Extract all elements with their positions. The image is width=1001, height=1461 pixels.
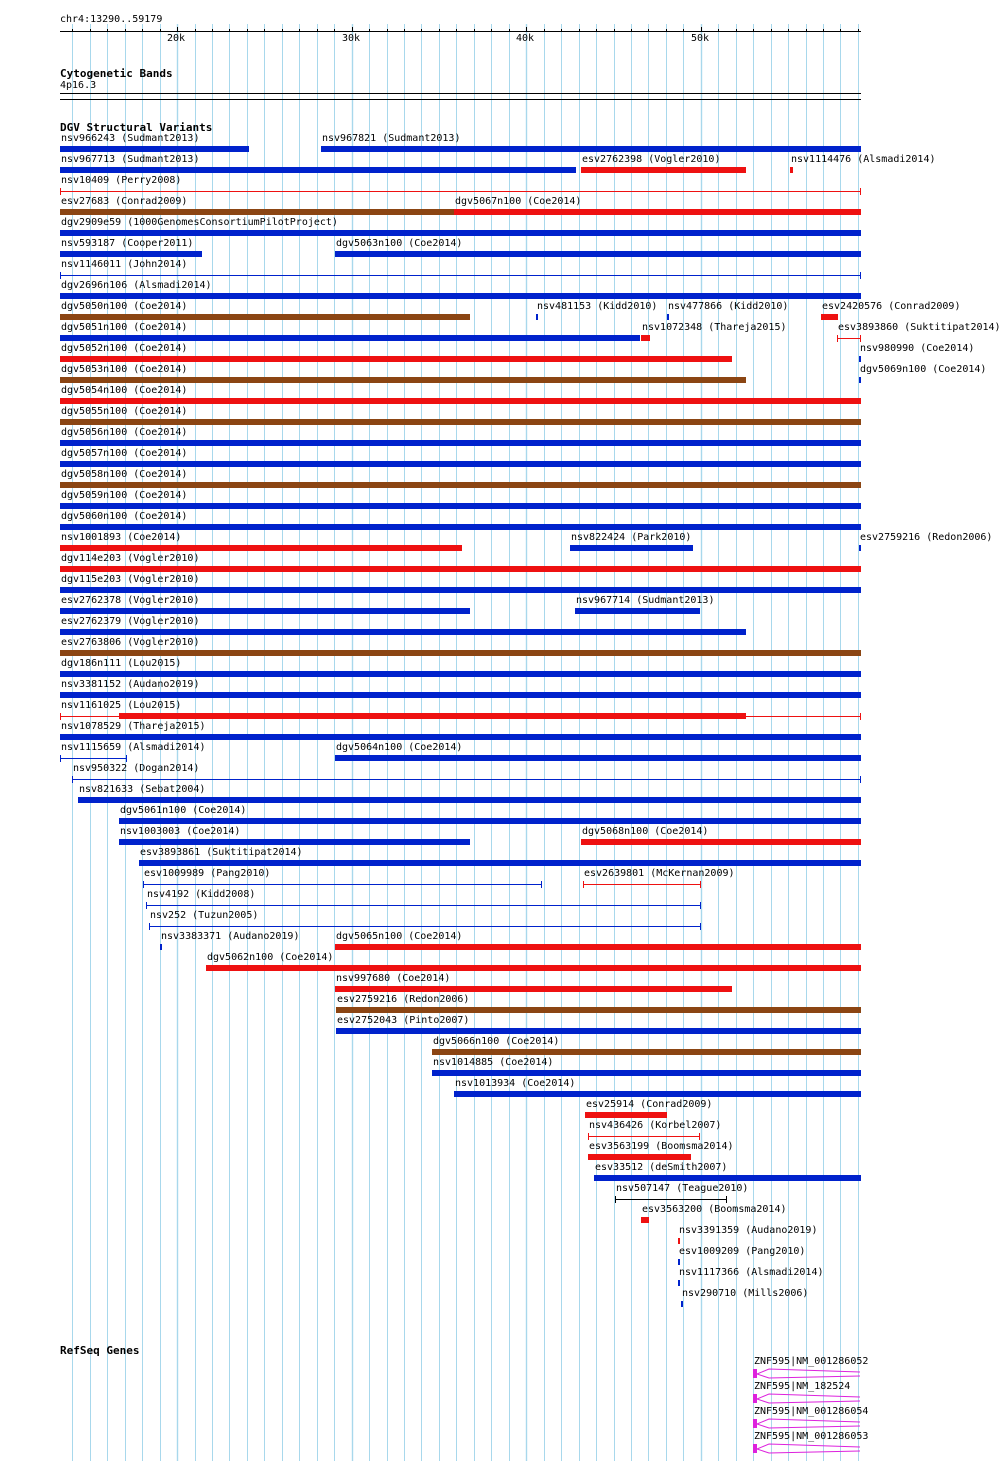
variant-label[interactable]: dgv5050n100 (Coe2014): [61, 301, 188, 312]
ruler-tick-mark: [142, 29, 143, 32]
variant-bar[interactable]: [60, 545, 462, 551]
variant-bar[interactable]: [60, 146, 249, 152]
variant-label[interactable]: dgv5065n100 (Coe2014): [336, 931, 463, 942]
variant-label[interactable]: dgv115e203 (Vogler2010): [61, 574, 200, 585]
variant-label[interactable]: nsv1161025 (Lou2015): [61, 700, 182, 711]
variant-label[interactable]: nsv3381152 (Audano2019): [61, 679, 200, 690]
ruler-tick-mark: [334, 29, 335, 32]
ruler-tick-mark: [648, 29, 649, 32]
variant-bar[interactable]: [667, 314, 669, 320]
ruler-tick-mark: [701, 27, 702, 32]
variant-label[interactable]: dgv5059n100 (Coe2014): [61, 490, 188, 501]
variant-endcap: [700, 923, 701, 930]
variant-label[interactable]: esv2759216 (Redon2006): [860, 532, 993, 543]
ruler-tick-mark: [72, 29, 73, 32]
variant-label[interactable]: esv2752043 (Pinto2007): [337, 1015, 470, 1026]
variant-bar[interactable]: [432, 1049, 861, 1055]
variant-bar[interactable]: [119, 818, 861, 824]
ruler-tick-label: 20k: [167, 33, 186, 44]
variant-line[interactable]: [143, 884, 542, 885]
variant-line[interactable]: [588, 1136, 700, 1137]
variant-endcap: [615, 1196, 616, 1203]
variant-label[interactable]: nsv822424 (Park2010): [571, 532, 692, 543]
variant-endcap: [860, 776, 861, 783]
variant-endcap: [72, 776, 73, 783]
variant-bar[interactable]: [60, 209, 454, 215]
cyto-band-label: 4p16.3: [60, 80, 97, 91]
ruler-tick-mark: [753, 29, 754, 32]
variant-bar[interactable]: [575, 608, 700, 614]
gene-intron-line: [757, 1444, 860, 1449]
ruler-location: chr4:13290..59179: [60, 14, 163, 25]
variant-bar[interactable]: [821, 314, 838, 320]
ruler-tick-label: 30k: [342, 33, 361, 44]
ruler-tick-mark: [614, 29, 615, 32]
variant-endcap: [583, 881, 584, 888]
ruler-tick-mark: [718, 29, 719, 32]
ruler-tick-mark: [212, 29, 213, 32]
variant-endcap: [588, 1133, 589, 1140]
variant-bar[interactable]: [60, 608, 470, 614]
ruler-tick-label: 40k: [516, 33, 535, 44]
variant-endcap: [837, 335, 838, 342]
variant-endcap: [60, 272, 61, 279]
variant-label[interactable]: esv2759216 (Redon2006): [337, 994, 470, 1005]
variant-line[interactable]: [149, 926, 701, 927]
variant-label[interactable]: nsv1013934 (Coe2014): [455, 1078, 576, 1089]
variant-bar[interactable]: [336, 1007, 861, 1013]
cyto-track-title[interactable]: Cytogenetic Bands: [60, 67, 173, 80]
ruler-tick-mark: [561, 29, 562, 32]
gene-label[interactable]: ZNF595|NM_182524: [754, 1381, 851, 1392]
variant-bar[interactable]: [60, 587, 861, 593]
variant-bar[interactable]: [139, 860, 861, 866]
variant-label[interactable]: esv2420576 (Conrad2009): [822, 301, 961, 312]
variant-label[interactable]: dgv2909e59 (1000GenomesConsortiumPilotProject): [61, 217, 338, 228]
variant-bar[interactable]: [60, 734, 861, 740]
variant-bar[interactable]: [336, 1028, 861, 1034]
variant-bar[interactable]: [585, 1112, 667, 1118]
variant-bar[interactable]: [60, 692, 861, 698]
gene-intron[interactable]: [757, 1441, 861, 1455]
variant-bar[interactable]: [454, 209, 861, 215]
variant-endcap: [149, 923, 150, 930]
variant-endcap: [700, 902, 701, 909]
ruler-tick-mark: [788, 29, 789, 32]
ruler-tick-mark: [771, 29, 772, 32]
variant-label[interactable]: dgv5060n100 (Coe2014): [61, 511, 188, 522]
variant-line[interactable]: [72, 779, 861, 780]
variant-endcap: [860, 713, 861, 720]
variant-endcap: [60, 713, 61, 720]
variant-endcap: [60, 755, 61, 762]
variant-line[interactable]: [146, 905, 701, 906]
gene-label[interactable]: ZNF595|NM_001286052: [754, 1356, 869, 1367]
ruler-tick-mark: [631, 29, 632, 32]
variant-bar[interactable]: [588, 1154, 691, 1160]
variant-bar[interactable]: [859, 545, 861, 551]
ruler-tick-mark: [299, 29, 300, 32]
variant-label[interactable]: esv27683 (Conrad2009): [61, 196, 188, 207]
variant-line[interactable]: [60, 191, 861, 192]
ruler-tick-mark: [90, 29, 91, 32]
variant-bar[interactable]: [335, 251, 861, 257]
variant-bar[interactable]: [641, 1217, 649, 1223]
variant-label[interactable]: nsv477866 (Kidd2010): [668, 301, 789, 312]
variant-label[interactable]: nsv997680 (Coe2014): [336, 973, 451, 984]
variant-label[interactable]: nsv950322 (Dogan2014): [73, 763, 200, 774]
ruler-tick-mark: [823, 29, 824, 32]
variant-bar[interactable]: [60, 251, 202, 257]
variant-label[interactable]: dgv5055n100 (Coe2014): [61, 406, 188, 417]
variant-label[interactable]: nsv1072348 (Thareja2015): [642, 322, 787, 333]
variant-bar[interactable]: [60, 650, 861, 656]
gene-intron[interactable]: [757, 1391, 861, 1405]
ruler-tick-label: 50k: [691, 33, 710, 44]
ruler-tick-mark: [177, 27, 178, 32]
variant-label[interactable]: esv3563199 (Boomsma2014): [589, 1141, 734, 1152]
variant-bar[interactable]: [119, 839, 470, 845]
variant-label[interactable]: esv2639801 (McKernan2009): [584, 868, 735, 879]
variant-label[interactable]: esv1009209 (Pang2010): [679, 1246, 806, 1257]
variant-label[interactable]: nsv436426 (Korbel2007): [589, 1120, 722, 1131]
cyto-band-top: [60, 93, 861, 94]
variant-bar[interactable]: [454, 1091, 861, 1097]
ruler-tick-mark: [491, 29, 492, 32]
variant-bar[interactable]: [60, 230, 861, 236]
variant-label[interactable]: nsv1078529 (Thareja2015): [61, 721, 206, 732]
variant-bar[interactable]: [681, 1301, 683, 1307]
variant-label[interactable]: dgv5058n100 (Coe2014): [61, 469, 188, 480]
variant-label[interactable]: nsv481153 (Kidd2010): [537, 301, 658, 312]
ruler-tick-mark: [387, 29, 388, 32]
ruler-tick-mark: [509, 29, 510, 32]
variant-label[interactable]: nsv967714 (Sudmant2013): [576, 595, 715, 606]
variant-bar[interactable]: [678, 1238, 680, 1244]
variant-bar[interactable]: [60, 671, 861, 677]
ruler-tick-mark: [474, 29, 475, 32]
ruler-tick-mark: [352, 27, 353, 32]
variant-endcap: [60, 188, 61, 195]
variant-endcap: [726, 1196, 727, 1203]
variant-label[interactable]: esv2762379 (Vogler2010): [61, 616, 200, 627]
variant-label[interactable]: nsv1114476 (Alsmadi2014): [791, 154, 936, 165]
variant-line[interactable]: [837, 338, 861, 339]
variant-bar[interactable]: [594, 1175, 861, 1181]
variant-label[interactable]: nsv1003003 (Coe2014): [120, 826, 241, 837]
gene-intron-line: [757, 1424, 860, 1428]
variant-label[interactable]: nsv1115659 (Alsmadi2014): [61, 742, 206, 753]
variant-label[interactable]: nsv967713 (Sudmant2013): [61, 154, 200, 165]
variant-label[interactable]: nsv966243 (Sudmant2013): [61, 133, 200, 144]
ruler-tick-mark: [125, 29, 126, 32]
variant-bar[interactable]: [60, 398, 861, 404]
ruler-tick-mark: [579, 29, 580, 32]
variant-label[interactable]: dgv5066n100 (Coe2014): [433, 1036, 560, 1047]
variant-bar[interactable]: [859, 356, 861, 362]
variant-label[interactable]: esv33512 (deSmith2007): [595, 1162, 728, 1173]
variant-label[interactable]: nsv967821 (Sudmant2013): [322, 133, 461, 144]
variant-label[interactable]: dgv5061n100 (Coe2014): [120, 805, 247, 816]
ruler-tick-mark: [317, 29, 318, 32]
ruler-tick-mark: [544, 29, 545, 32]
variant-label[interactable]: dgv5067n100 (Coe2014): [455, 196, 582, 207]
variant-label[interactable]: nsv3383371 (Audano2019): [161, 931, 300, 942]
variant-endcap: [860, 335, 861, 342]
ruler-tick-mark: [683, 29, 684, 32]
variant-label[interactable]: dgv5069n100 (Coe2014): [860, 364, 987, 375]
ruler-tick-mark: [264, 29, 265, 32]
gene-intron[interactable]: [757, 1416, 861, 1430]
variant-label[interactable]: dgv5051n100 (Coe2014): [61, 322, 188, 333]
ruler-tick-mark: [282, 29, 283, 32]
gene-intron-line: [757, 1399, 860, 1403]
variant-endcap: [700, 881, 701, 888]
gene-label[interactable]: ZNF595|NM_001286053: [754, 1431, 869, 1442]
variant-endcap: [699, 1133, 700, 1140]
cyto-band-bottom: [60, 99, 861, 100]
variant-label[interactable]: dgv5064n100 (Coe2014): [336, 742, 463, 753]
variant-label[interactable]: nsv980990 (Coe2014): [860, 343, 975, 354]
variant-line[interactable]: [60, 758, 127, 759]
variant-bar[interactable]: [206, 965, 861, 971]
ruler-tick-mark: [107, 29, 108, 32]
ruler-tick-mark: [456, 29, 457, 32]
variant-bar[interactable]: [119, 713, 746, 719]
ruler-tick-mark: [404, 29, 405, 32]
variant-label[interactable]: nsv10409 (Perry2008): [61, 175, 182, 186]
variant-bar[interactable]: [60, 461, 861, 467]
variant-label[interactable]: esv3893860 (Suktitipat2014): [838, 322, 1001, 333]
variant-line[interactable]: [60, 275, 861, 276]
variant-bar[interactable]: [60, 524, 861, 530]
gene-label[interactable]: ZNF595|NM_001286054: [754, 1406, 869, 1417]
variant-label[interactable]: dgv5063n100 (Coe2014): [336, 238, 463, 249]
variant-bar[interactable]: [60, 314, 470, 320]
variant-label[interactable]: dgv5062n100 (Coe2014): [207, 952, 334, 963]
variant-label[interactable]: dgv5054n100 (Coe2014): [61, 385, 188, 396]
variant-bar[interactable]: [335, 986, 732, 992]
variant-label[interactable]: esv25914 (Conrad2009): [586, 1099, 713, 1110]
variant-bar[interactable]: [335, 755, 861, 761]
variant-bar[interactable]: [60, 335, 640, 341]
gene-intron-line: [757, 1374, 860, 1378]
ruler-axis: [60, 31, 861, 32]
variant-label[interactable]: esv2762378 (Vogler2010): [61, 595, 200, 606]
variant-bar[interactable]: [60, 482, 861, 488]
variant-label[interactable]: nsv1146011 (John2014): [61, 259, 188, 270]
variant-label[interactable]: dgv5056n100 (Coe2014): [61, 427, 188, 438]
variant-line[interactable]: [583, 884, 701, 885]
variant-bar[interactable]: [321, 146, 861, 152]
variant-label[interactable]: dgv5053n100 (Coe2014): [61, 364, 188, 375]
variant-label[interactable]: dgv5068n100 (Coe2014): [582, 826, 709, 837]
variant-bar[interactable]: [678, 1259, 680, 1265]
variant-label[interactable]: nsv3391359 (Audano2019): [679, 1225, 818, 1236]
ruler-tick-mark: [195, 29, 196, 32]
variant-label[interactable]: dgv5057n100 (Coe2014): [61, 448, 188, 459]
variant-endcap: [860, 188, 861, 195]
variant-endcap: [146, 902, 147, 909]
variant-label[interactable]: nsv821633 (Sebat2004): [79, 784, 206, 795]
variant-label[interactable]: esv3893861 (Suktitipat2014): [140, 847, 303, 858]
gene-intron-line: [757, 1394, 860, 1399]
ruler-tick-mark: [806, 29, 807, 32]
variant-bar[interactable]: [60, 440, 861, 446]
ruler-tick-mark: [160, 29, 161, 32]
variant-bar[interactable]: [581, 839, 861, 845]
variant-label[interactable]: nsv252 (Tuzun2005): [150, 910, 259, 921]
gene-intron-line: [757, 1369, 860, 1374]
variant-endcap: [126, 755, 127, 762]
ruler-tick-mark: [596, 29, 597, 32]
variant-label[interactable]: nsv4192 (Kidd2008): [147, 889, 256, 900]
variant-endcap: [143, 881, 144, 888]
ruler-tick-mark: [526, 27, 527, 32]
variant-line[interactable]: [615, 1199, 727, 1200]
variant-label[interactable]: nsv593187 (Cooper2011): [61, 238, 194, 249]
ruler-tick-mark: [229, 29, 230, 32]
variant-label[interactable]: dgv5052n100 (Coe2014): [61, 343, 188, 354]
variant-endcap: [541, 881, 542, 888]
variant-bar[interactable]: [60, 293, 861, 299]
variant-bar[interactable]: [536, 314, 538, 320]
ruler-tick-mark: [369, 29, 370, 32]
variant-bar[interactable]: [60, 419, 861, 425]
variant-bar[interactable]: [60, 629, 746, 635]
variant-label[interactable]: dgv114e203 (Vogler2010): [61, 553, 200, 564]
variant-bar[interactable]: [60, 356, 732, 362]
ruler-tick-mark: [736, 29, 737, 32]
variant-endcap: [860, 272, 861, 279]
ruler-tick-mark: [247, 29, 248, 32]
gene-intron-line: [757, 1419, 860, 1424]
variant-label[interactable]: esv2763806 (Vogler2010): [61, 637, 200, 648]
ruler-tick-mark: [439, 29, 440, 32]
variant-label[interactable]: esv1009989 (Pang2010): [144, 868, 271, 879]
variant-label[interactable]: esv2762398 (Vogler2010): [582, 154, 721, 165]
variant-bar[interactable]: [859, 377, 861, 383]
variant-bar[interactable]: [641, 335, 650, 341]
ruler-tick-mark: [858, 29, 859, 32]
variant-label[interactable]: esv3563200 (Boomsma2014): [642, 1204, 787, 1215]
variant-label[interactable]: dgv186n111 (Lou2015): [61, 658, 182, 669]
variant-bar[interactable]: [60, 566, 861, 572]
variant-label[interactable]: nsv290710 (Mills2006): [682, 1288, 809, 1299]
variant-bar[interactable]: [160, 944, 162, 950]
variant-bar[interactable]: [60, 503, 861, 509]
variant-label[interactable]: nsv1117366 (Alsmadi2014): [679, 1267, 824, 1278]
variant-bar[interactable]: [790, 167, 793, 173]
refseq-track-title[interactable]: RefSeq Genes: [60, 1344, 140, 1357]
variant-label[interactable]: dgv2696n106 (Alsmadi2014): [61, 280, 212, 291]
variant-bar[interactable]: [432, 1070, 861, 1076]
variant-bar[interactable]: [581, 167, 746, 173]
variant-label[interactable]: nsv1014885 (Coe2014): [433, 1057, 554, 1068]
dgv-track-title[interactable]: DGV Structural Variants: [60, 121, 213, 134]
variant-label[interactable]: nsv1001893 (Coe2014): [61, 532, 182, 543]
gene-intron[interactable]: [757, 1366, 861, 1380]
ruler-tick-mark: [421, 29, 422, 32]
ruler-tick-mark: [666, 29, 667, 32]
variant-bar[interactable]: [60, 377, 746, 383]
variant-bar[interactable]: [60, 167, 576, 173]
variant-bar[interactable]: [78, 797, 861, 803]
gene-intron-line: [757, 1449, 860, 1453]
ruler-tick-mark: [840, 29, 841, 32]
variant-label[interactable]: nsv507147 (Teague2010): [616, 1183, 749, 1194]
variant-bar[interactable]: [570, 545, 693, 551]
variant-bar[interactable]: [678, 1280, 680, 1286]
variant-bar[interactable]: [335, 944, 861, 950]
